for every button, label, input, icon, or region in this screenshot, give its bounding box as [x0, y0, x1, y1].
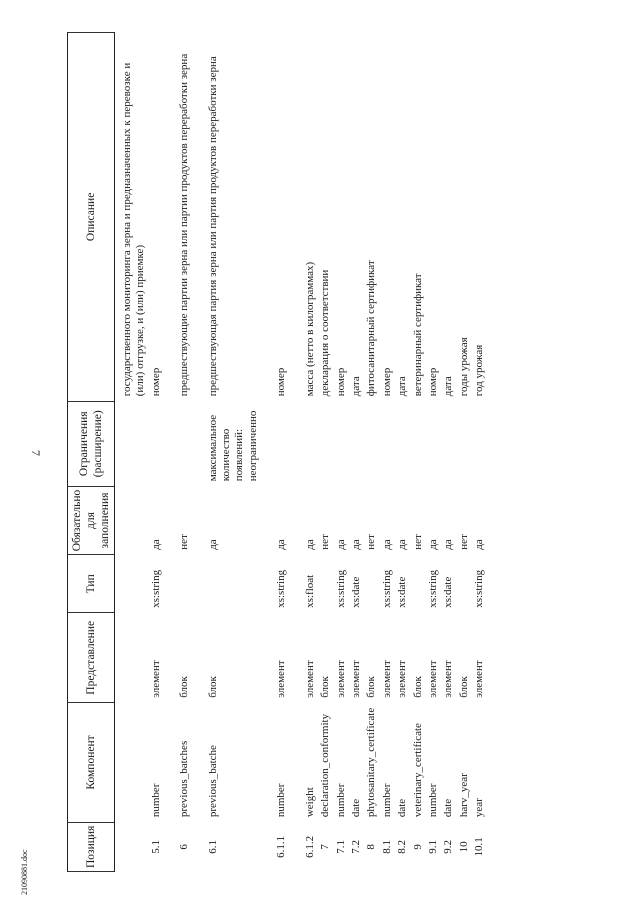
- cell-description: годы урожая: [457, 337, 470, 397]
- table-row: [441, 33, 456, 872]
- cell-representation: элемент: [442, 660, 455, 698]
- cell-component: previous_batche: [206, 745, 219, 818]
- cell-restrictions: [290, 401, 318, 486]
- cell-component: number: [149, 783, 162, 818]
- cell-required: да: [396, 539, 409, 550]
- cell-restrictions: [149, 401, 164, 486]
- cell-required: да: [426, 539, 439, 550]
- table-row: [380, 33, 395, 872]
- cell-representation: элемент: [380, 660, 393, 698]
- table-row: [149, 33, 164, 872]
- cell-required: да: [349, 539, 362, 550]
- cell-representation: элемент: [334, 660, 347, 698]
- cell-type: xs:string: [149, 569, 162, 608]
- table-row: [364, 33, 379, 872]
- table-row: [290, 33, 318, 872]
- cell-position: 6: [178, 844, 191, 850]
- cell-restrictions: [349, 401, 364, 486]
- cell-restrictions: [457, 401, 472, 486]
- header-representation: Представление: [68, 613, 115, 703]
- cell-description: номер: [275, 367, 288, 397]
- cell-required: да: [473, 539, 486, 550]
- cell-representation: блок: [457, 676, 470, 698]
- cell-required: да: [206, 539, 219, 550]
- continued-row: [115, 33, 149, 872]
- cell-component: number: [380, 783, 393, 818]
- cell-type: xs:date: [442, 576, 455, 608]
- cell-position: 9.1: [426, 839, 439, 854]
- page-number: 7: [29, 450, 43, 456]
- table-row: [334, 33, 349, 872]
- header-component: Компонент: [68, 703, 115, 822]
- cell-restrictions: [441, 401, 456, 486]
- cell-position: 6.1: [206, 839, 219, 854]
- cell-component: number: [334, 783, 347, 818]
- cell-representation: блок: [319, 676, 332, 698]
- cell-representation: элемент: [396, 660, 409, 698]
- header-restrictions: Ограничения (расширение): [68, 401, 115, 486]
- cell-description: предшествующая партия зерна или партия продуктов переработки зерна: [206, 56, 219, 397]
- table-row: [395, 33, 410, 872]
- table-row: [349, 33, 364, 872]
- table-row: [261, 33, 289, 872]
- cell-type: [193, 555, 262, 613]
- cell-type: [364, 555, 379, 613]
- cell-component: date: [396, 798, 409, 818]
- cell-description: фитосанитарный сертификат: [365, 260, 378, 397]
- cell-type: xs:date: [396, 576, 409, 608]
- cell-type: [457, 555, 472, 613]
- spec-table: [67, 32, 488, 872]
- document-id: 21090881.doc: [20, 849, 29, 895]
- cell-component: previous_batches: [178, 740, 191, 818]
- cell-component: harv_year: [457, 773, 470, 818]
- cell-type: xs:string: [426, 569, 439, 608]
- cell-description: номер: [149, 367, 162, 397]
- cell-required: нет: [319, 534, 332, 550]
- cell-position: 5.1: [149, 839, 162, 854]
- cell-required: нет: [411, 534, 424, 550]
- cell-description: декларация о соответствии: [319, 269, 332, 397]
- cell-position: 8: [365, 844, 378, 850]
- cell-restrictions: максимальное количество появлений: неограниченно: [206, 410, 259, 482]
- cell-required: да: [303, 539, 316, 550]
- cell-type: xs:string: [334, 569, 347, 608]
- cell-type: xs:float: [303, 574, 316, 608]
- cell-description: дата: [396, 376, 409, 397]
- cell-component: weight: [303, 787, 316, 818]
- cell-component: declaration_conformity: [319, 713, 332, 818]
- cell-restrictions: [380, 401, 395, 486]
- cell-component: number: [426, 783, 439, 818]
- cell-position: 6.1.2: [303, 835, 316, 858]
- table-row: [472, 33, 487, 872]
- cell-representation: блок: [178, 676, 191, 698]
- cell-required: да: [149, 539, 162, 550]
- cell-restrictions: [261, 401, 289, 486]
- cell-required: да: [334, 539, 347, 550]
- cell-component: phytosanitary_certificate: [365, 707, 378, 818]
- cell-position: 10.1: [473, 837, 486, 857]
- cell-position: 6.1.1: [275, 835, 288, 858]
- cell-position: 8.1: [380, 839, 393, 854]
- header-description: Описание: [68, 33, 115, 402]
- cell-description: номер: [380, 367, 393, 397]
- table-row: [411, 33, 426, 872]
- cell-representation: блок: [411, 676, 424, 698]
- cell-type: [164, 555, 192, 613]
- spec-table-container: [67, 32, 630, 872]
- cell-type: xs:date: [349, 576, 362, 608]
- cell-representation: элемент: [426, 660, 439, 698]
- cell-position: 9: [411, 844, 424, 850]
- cell-position: 10: [457, 841, 470, 853]
- cell-representation: элемент: [303, 660, 316, 698]
- cell-required: нет: [178, 534, 191, 550]
- cell-description: год урожая: [473, 344, 486, 397]
- cell-restrictions: [334, 401, 349, 486]
- cell-type: xs:string: [473, 569, 486, 608]
- cell-representation: блок: [365, 676, 378, 698]
- cell-type: xs:string: [275, 569, 288, 608]
- table-header-row: [68, 33, 115, 872]
- header-required: Обязательно для заполнения: [68, 486, 115, 555]
- cell-description: дата: [442, 376, 455, 397]
- cell-position: 9.2: [442, 839, 455, 854]
- cell-description: предшествующие партии зерна или партии продуктов переработки зерна: [178, 53, 191, 397]
- cell-restrictions: [426, 401, 441, 486]
- cell-description: дата: [349, 376, 362, 397]
- cell-required: да: [442, 539, 455, 550]
- table-row: [193, 33, 262, 872]
- cell-representation: элемент: [349, 660, 362, 698]
- cell-type: [411, 555, 426, 613]
- header-position: Позиция: [68, 822, 115, 871]
- cell-position: 7: [319, 844, 332, 850]
- cell-restrictions: [364, 401, 379, 486]
- cell-required: да: [380, 539, 393, 550]
- cell-component: veterinary_certificate: [411, 723, 424, 818]
- cell-component: year: [473, 798, 486, 818]
- cell-type: [318, 555, 333, 613]
- cell-representation: элемент: [473, 660, 486, 698]
- cell-required: нет: [365, 534, 378, 550]
- continued-description: государственного мониторинга зерна и предназначенных к перевозке и (или) отгрузке, и (или) приемке): [121, 62, 147, 397]
- table-row: [457, 33, 472, 872]
- cell-representation: элемент: [275, 660, 288, 698]
- cell-position: 7.1: [334, 839, 347, 854]
- cell-required: да: [275, 539, 288, 550]
- table-row: [164, 33, 192, 872]
- cell-description: ветеринарный сертификат: [411, 273, 424, 397]
- table-row: [318, 33, 333, 872]
- cell-component: date: [442, 798, 455, 818]
- cell-description: номер: [334, 367, 347, 397]
- header-type: Тип: [68, 555, 115, 613]
- cell-representation: элемент: [149, 660, 162, 698]
- cell-description: номер: [426, 367, 439, 397]
- cell-restrictions: [164, 401, 192, 486]
- cell-description: масса (нетто в килограммах): [303, 261, 316, 397]
- cell-required: нет: [457, 534, 470, 550]
- cell-type: xs:string: [380, 569, 393, 608]
- cell-representation: блок: [206, 676, 219, 698]
- cell-restrictions: [395, 401, 410, 486]
- table-row: [426, 33, 441, 872]
- cell-restrictions: [472, 401, 487, 486]
- cell-component: date: [349, 798, 362, 818]
- cell-position: 7.2: [349, 839, 362, 854]
- cell-component: number: [275, 783, 288, 818]
- cell-position: 8.2: [396, 839, 409, 854]
- cell-restrictions: [318, 401, 333, 486]
- cell-restrictions: [411, 401, 426, 486]
